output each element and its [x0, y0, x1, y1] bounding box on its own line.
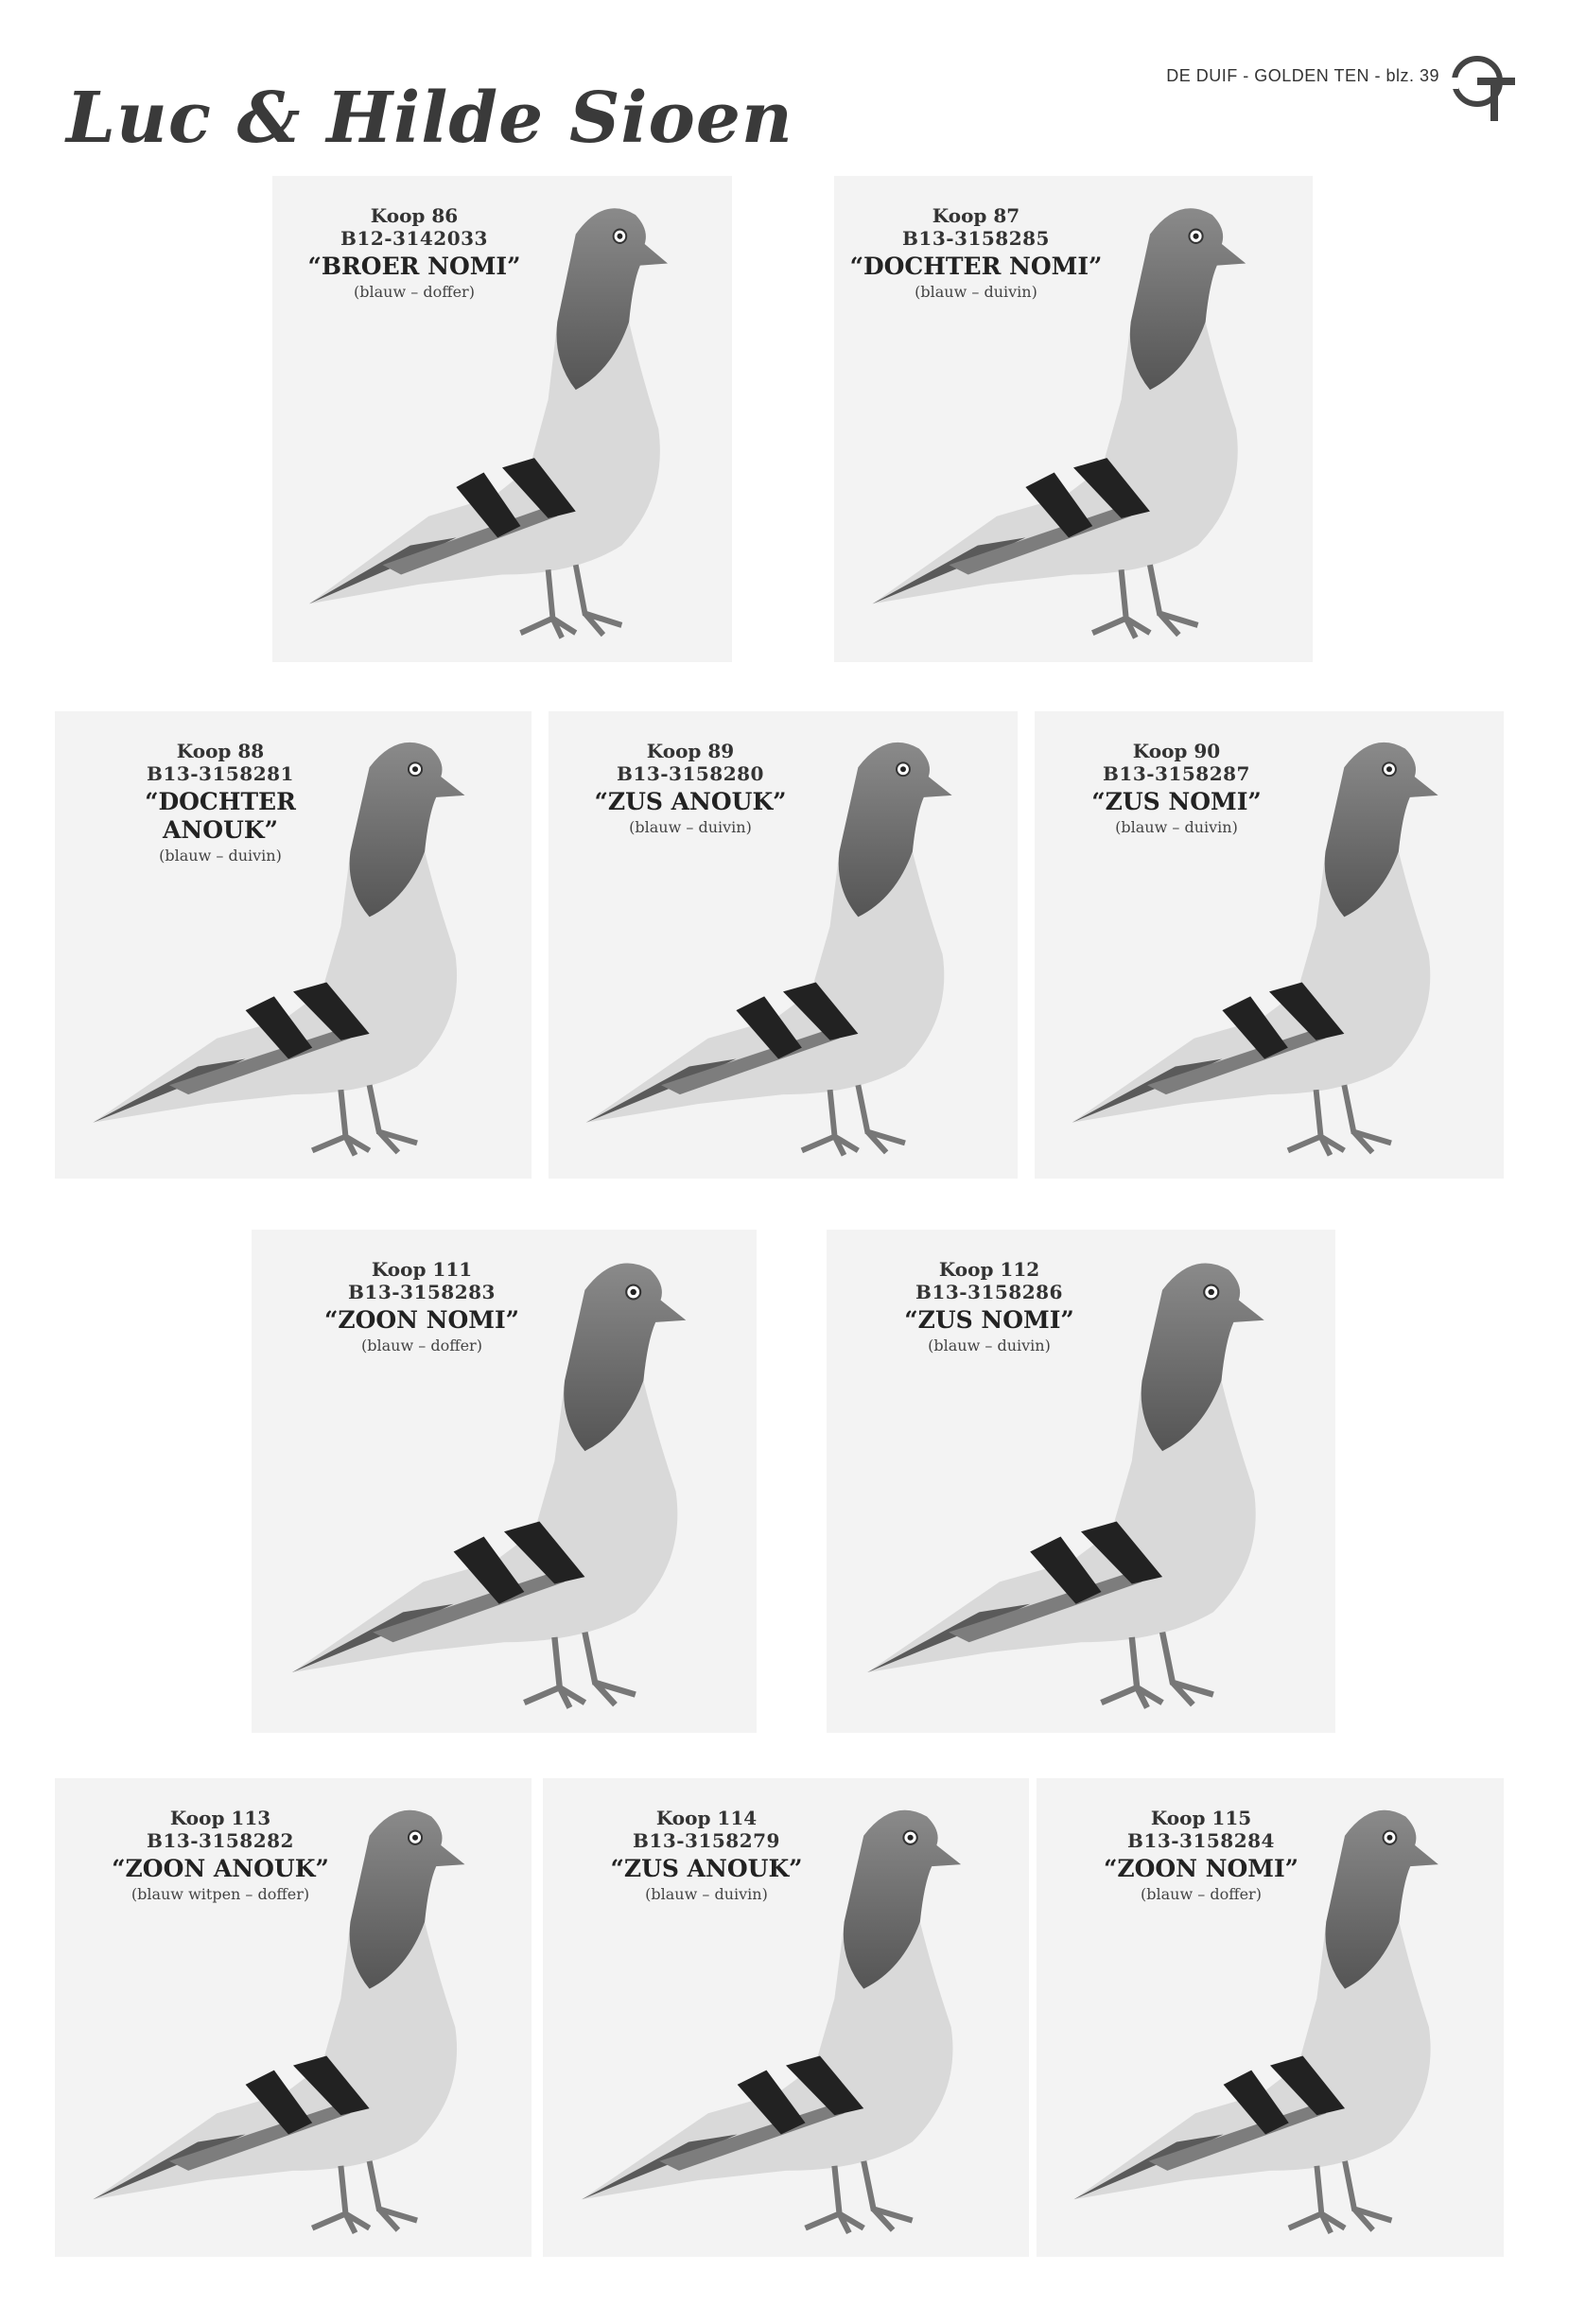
- lot-number: Koop 113: [169, 1807, 271, 1829]
- pigeon-description: (blauw – duivin): [159, 847, 282, 865]
- lot-card: [55, 1778, 532, 2257]
- lot-info: [252, 1258, 592, 1354]
- ring-number: B13-3158285: [902, 227, 1050, 250]
- pigeon-description: (blauw – duivin): [928, 1337, 1051, 1354]
- lot-info: [549, 740, 832, 836]
- lot-number: Koop 112: [938, 1258, 1040, 1281]
- pigeon-description: (blauw – doffer): [354, 283, 475, 301]
- lot-card: [55, 711, 532, 1179]
- lot-info: [1035, 740, 1318, 836]
- pigeon-description: (blauw witpen – doffer): [131, 1885, 310, 1903]
- lot-card: [543, 1778, 1029, 2257]
- pigeon-name: “ZUS NOMI”: [1091, 788, 1262, 815]
- lot-number: Koop 114: [655, 1807, 758, 1829]
- lot-card: [252, 1230, 757, 1733]
- ring-number: B13-3158279: [633, 1829, 780, 1852]
- lot-card: [1035, 711, 1504, 1179]
- ring-number: B13-3158280: [617, 762, 764, 785]
- lot-number: Koop 86: [370, 204, 459, 227]
- pigeon-name: “DOCHTER ANOUK”: [145, 788, 296, 844]
- pigeon-name: “ZOON ANOUK”: [112, 1855, 329, 1882]
- lot-card: [549, 711, 1018, 1179]
- lot-info: [55, 1807, 386, 1903]
- pigeon-description: (blauw – duivin): [629, 818, 752, 836]
- pigeon-name: “DOCHTER NOMI”: [849, 253, 1103, 280]
- pigeon-name: “ZOON NOMI”: [1103, 1855, 1299, 1882]
- pigeon-name: “ZUS ANOUK”: [610, 1855, 803, 1882]
- lot-info: [543, 1807, 870, 1903]
- lot-card: [272, 176, 732, 662]
- lot-number: Koop 89: [646, 740, 735, 762]
- pigeon-name: “BROER NOMI”: [307, 253, 521, 280]
- lot-number: Koop 88: [176, 740, 265, 762]
- lot-number: Koop 90: [1132, 740, 1221, 762]
- golden-ten-logo-icon: [1445, 49, 1521, 125]
- pigeon-description: (blauw – duivin): [1115, 818, 1238, 836]
- lot-number: Koop 87: [932, 204, 1020, 227]
- pigeon-description: (blauw – doffer): [1141, 1885, 1262, 1903]
- lot-info: [55, 740, 386, 865]
- lot-number: Koop 115: [1150, 1807, 1252, 1829]
- pigeon-name: “ZUS NOMI”: [904, 1306, 1074, 1334]
- lot-number: Koop 111: [371, 1258, 473, 1281]
- publication-info: DE DUIF - GOLDEN TEN - blz. 39: [1166, 66, 1439, 85]
- ring-number: B13-3158287: [1103, 762, 1250, 785]
- lot-info: [1037, 1807, 1366, 1903]
- ring-number: B13-3158282: [147, 1829, 294, 1852]
- pigeon-description: (blauw – doffer): [361, 1337, 482, 1354]
- ring-number: B13-3158284: [1127, 1829, 1275, 1852]
- lot-info: [834, 204, 1118, 301]
- ring-number: B13-3158283: [348, 1281, 496, 1303]
- pigeon-name: “ZUS ANOUK”: [594, 788, 787, 815]
- page-title: Luc & Hilde Sioen: [66, 78, 793, 159]
- pigeon-description: (blauw – duivin): [645, 1885, 768, 1903]
- lot-card: [1037, 1778, 1504, 2257]
- pigeon-name: “ZOON NOMI”: [323, 1306, 520, 1334]
- lot-card: [834, 176, 1313, 662]
- pigeon-description: (blauw – duivin): [915, 283, 1037, 301]
- lot-card: [827, 1230, 1335, 1733]
- ring-number: B13-3158281: [147, 762, 294, 785]
- ring-number: B12-3142033: [340, 227, 488, 250]
- lot-info: [827, 1258, 1152, 1354]
- ring-number: B13-3158286: [915, 1281, 1063, 1303]
- lot-info: [272, 204, 556, 301]
